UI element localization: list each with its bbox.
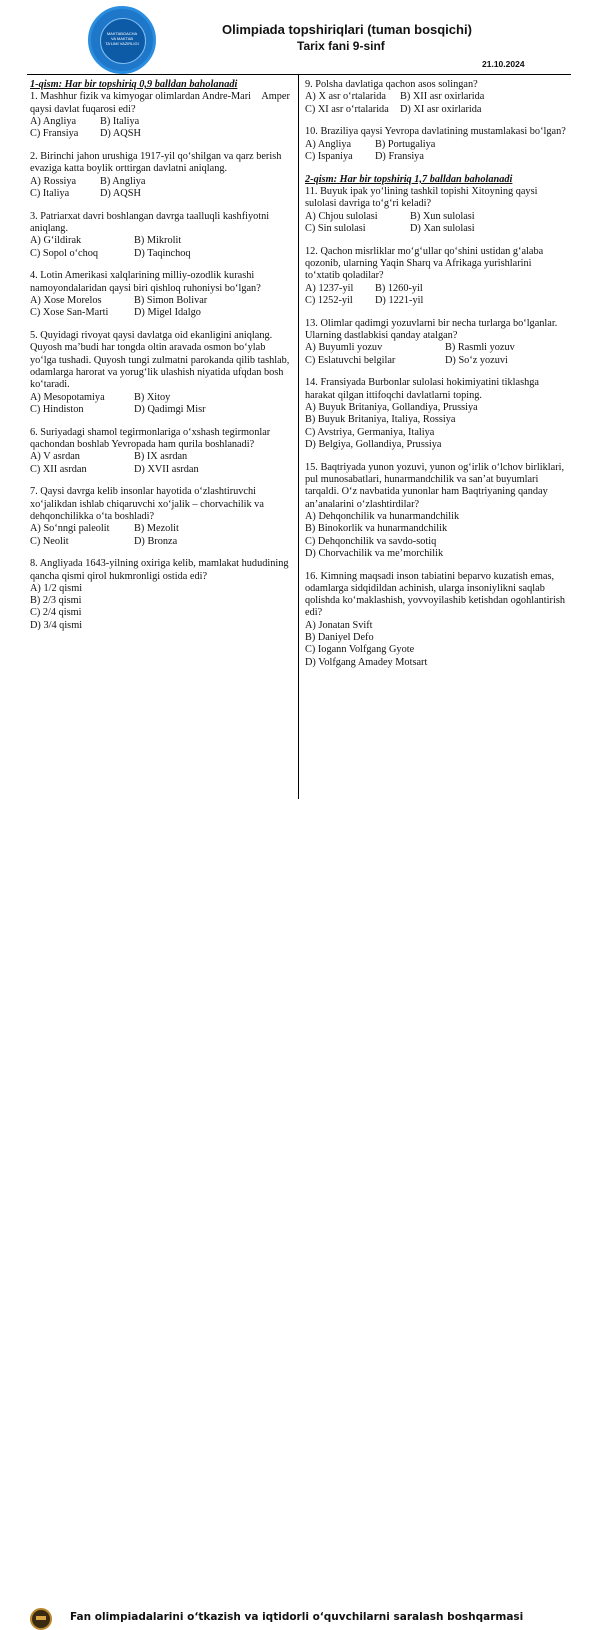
question-text: 16. Kimning maqsadi inson tabiatini beparvo kuzatish emas, odamlarga sidqidildan achinish, ularga insoniylikni saqlab qolishda ko‘maklashish, yovvoyilashib ketishdan ogohlantirish edi? [305, 570, 565, 619]
answer-option[interactable]: A) Jonatan Svift [305, 619, 373, 631]
question-text: 13. Olimlar qadimgi yozuvlarni bir necha turlarga bo‘lganlar. Ularning dastlabkisi qanday atalgan? [305, 317, 558, 342]
question [305, 126, 567, 163]
answer-option[interactable]: A) Angliya [305, 138, 352, 150]
question-text: 2. Birinchi jahon urushiga 1917-yil qo‘shilgan va qarz berish evaziga katta boylik orttirgan davlatni aniqlang. [30, 150, 282, 175]
answer-option[interactable]: B) Xun sulolasi [410, 210, 475, 222]
answer-option[interactable]: A) Xose Morelos [30, 294, 102, 306]
answer-option[interactable]: D) XI asr oxirlarida [400, 103, 482, 115]
question [30, 558, 292, 632]
question-text: 10. Braziliya qaysi Yevropa davlatining mustamlakasi bo‘lgan? [305, 126, 566, 138]
answer-option[interactable]: C) Avstriya, Germaniya, Italiya [305, 426, 435, 438]
question-text: 9. Polsha davlatiga qachon asos solingan? [305, 79, 478, 90]
answer-options [305, 511, 567, 560]
answer-options [30, 523, 292, 548]
document-title: Olimpiada topshiriqlari (tuman bosqichi) [222, 22, 472, 37]
answer-option[interactable]: B) 2/3 qismi [30, 595, 82, 607]
answer-option[interactable]: D) 1221-yil [375, 294, 424, 306]
answer-option[interactable]: C) Eslatuvchi belgilar [305, 354, 396, 366]
question-text: 4. Lotin Amerikasi xalqlarining milliy-ozodlik kurashi namoyondalaridan qaysi biri qishloq ruhoniysi bo‘lgan? [30, 270, 261, 294]
answer-option[interactable]: C) Sopol o‘choq [30, 247, 99, 259]
question [30, 211, 292, 260]
question-text: 12. Qachon misrliklar mo‘g‘ullar qo‘shini ustidan g‘alaba qozonib, ularning Yaqin Sharq va Afrikaga yurishlarini to‘xtatib qoladilar? [305, 245, 544, 282]
answer-option[interactable]: C) Hindiston [30, 403, 84, 415]
answer-option[interactable]: D) Migel Idalgo [134, 307, 201, 319]
answer-options [305, 211, 567, 236]
answer-option[interactable]: B) Buyuk Britaniya, Italiya, Rossiya [305, 414, 456, 426]
answer-option[interactable]: D) Qadimgi Misr [134, 403, 206, 415]
question [305, 571, 567, 669]
question-text: 5. Quyidagi rivoyat qaysi davlatga oid ekanligini aniqlang. Quyosh ma’budi har tongda oltin aravada osmon bo‘ylab yo‘lga tushadi. Quyosh tungi zulmatni parokanda qilib tashlab, odamlarga harorat va yorug‘lik ulashish niyatida ufqdan bosh ko‘taradi. [30, 330, 290, 391]
right-questions-part1 [305, 79, 567, 163]
document-subtitle: Tarix fani 9-sinf [297, 39, 385, 53]
answer-option[interactable]: C) Xose San-Marti [30, 307, 109, 319]
answer-options [30, 392, 292, 417]
answer-option[interactable]: A) G‘ildirak [30, 235, 82, 247]
page-footer [0, 800, 596, 1623]
answer-option[interactable]: D) 3/4 qismi [30, 619, 83, 631]
column-divider [298, 75, 299, 799]
answer-option[interactable]: B) IX asrdan [134, 451, 188, 463]
answer-options [30, 451, 292, 476]
answer-option[interactable]: C) Fransiya [30, 128, 79, 140]
answer-option[interactable]: B) Italiya [100, 115, 140, 127]
answer-option[interactable]: D) Fransiya [375, 150, 424, 162]
answer-option[interactable]: C) Ispaniya [305, 150, 353, 162]
answer-option[interactable]: B) Daniyel Defo [305, 632, 374, 644]
answer-option[interactable]: C) 1252-yil [305, 294, 353, 306]
question [305, 79, 567, 116]
answer-option[interactable]: B) Simon Bolivar [134, 294, 208, 306]
answer-option[interactable]: D) AQSH [100, 187, 141, 199]
answer-option[interactable]: C) Dehqonchilik va savdo-sotiq [305, 535, 437, 547]
answer-option[interactable]: A) 1237-yil [305, 282, 354, 294]
answer-option[interactable]: A) Dehqonchilik va hunarmandchilik [305, 510, 460, 522]
answer-option[interactable]: A) Rossiya [30, 175, 77, 187]
answer-option[interactable]: D) So‘z yozuvi [445, 354, 508, 366]
answer-option[interactable]: A) Angliya [30, 115, 77, 127]
answer-options [305, 402, 567, 451]
answer-options [30, 295, 292, 320]
question-text: 6. Suriyadagi shamol tegirmonlariga o‘xshash tegirmonlar qachondan boshlab Yevropada ham qurila boshlanadi? [30, 426, 271, 450]
answer-option[interactable]: D) AQSH [100, 128, 141, 140]
answer-options [305, 620, 567, 669]
answer-option[interactable]: D) XVII asrdan [134, 463, 199, 475]
answer-options [305, 139, 567, 164]
answer-option[interactable]: C) XI asr o‘rtalarida [305, 103, 389, 115]
question [30, 151, 292, 200]
question-text: 14. Fransiyada Burbonlar sulolasi hokimiyatini tiklashga harakat qilgan ittifoqchi davlatlarni toping. [305, 377, 539, 401]
document-date: 21.10.2024 [482, 59, 525, 69]
answer-option[interactable]: B) Binokorlik va hunarmandchilik [305, 523, 448, 535]
left-column [30, 79, 292, 643]
answer-option[interactable]: A) Mesopotamiya [30, 391, 105, 403]
answer-option[interactable]: A) V asrdan [30, 451, 80, 463]
page-header [0, 0, 596, 80]
logo-text [95, 31, 149, 46]
answer-option[interactable]: B) Mezolit [134, 523, 179, 535]
right-column [305, 79, 567, 679]
answer-option[interactable]: B) Xitoy [134, 391, 171, 403]
logo-text-line: VA MAKTAB [110, 36, 134, 41]
question [305, 377, 567, 451]
answer-option[interactable]: B) Mikrolit [134, 235, 182, 247]
answer-option[interactable]: D) Volfgang Amadey Motsart [305, 656, 428, 668]
question-text: 8. Angliyada 1643-yilning oxiriga kelib, mamlakat hududining qancha qismi qirol hukmronligi ostida edi? [30, 558, 289, 582]
answer-option[interactable]: D) Chorvachilik va me’morchilik [305, 547, 444, 559]
question-text: 3. Patriarxat davri boshlangan davrga taalluqli kashfiyotni aniqlang. [30, 210, 270, 234]
answer-option[interactable]: D) Taqinchoq [134, 247, 191, 259]
answer-option[interactable]: C) XII asrdan [30, 463, 87, 475]
answer-option[interactable]: C) 2/4 qismi [30, 607, 82, 619]
answer-options [30, 583, 292, 632]
question [30, 427, 292, 476]
answer-option[interactable]: C) Neolit [30, 535, 69, 547]
answer-option[interactable]: B) Portugaliya [375, 138, 436, 150]
answer-option[interactable]: C) Iogann Volfgang Gyote [305, 644, 415, 656]
right-questions-part2 [305, 186, 567, 669]
question [30, 486, 292, 547]
answer-option[interactable]: D) Bronza [134, 535, 178, 547]
answer-option[interactable]: D) Belgiya, Gollandiya, Prussiya [305, 438, 442, 450]
answer-option[interactable]: C) Italiya [30, 187, 70, 199]
question-text: 7. Qaysi davrga kelib insonlar hayotida o‘zlashtiruvchi xo‘jalikdan ishlab chiqaruvchi xo‘jalik – chorvachilik va dehqonchilikka o‘ta boshladi? [30, 486, 264, 522]
ministry-logo [88, 6, 156, 74]
answer-option[interactable]: D) Xan sulolasi [410, 222, 475, 234]
answer-options [30, 235, 292, 260]
answer-options [30, 176, 292, 201]
answer-option[interactable]: A) Chjou sulolasi [305, 210, 378, 222]
answer-option[interactable]: B) 1260-yil [375, 282, 423, 294]
question-text: 1. Mashhur fizik va kimyogar olimlardan Andre-Mari Amper qaysi davlat fuqarosi edi? [30, 91, 290, 115]
header-divider [27, 74, 571, 75]
answer-option[interactable]: C) Sin sulolasi [305, 222, 366, 234]
question [305, 318, 567, 367]
question [30, 330, 292, 416]
logo-text-line: TA'LIMI VAZIRLIGI [105, 41, 139, 46]
answer-options [305, 283, 567, 308]
answer-option[interactable]: B) Angliya [100, 175, 146, 187]
answer-options [30, 116, 292, 141]
question [30, 270, 292, 319]
answer-option[interactable]: A) So‘nngi paleolit [30, 523, 110, 535]
answer-option[interactable]: A) 1/2 qismi [30, 582, 83, 594]
question [305, 462, 567, 560]
answer-option[interactable]: B) Rasmli yozuv [445, 342, 515, 354]
answer-option[interactable]: A) Buyuk Britaniya, Gollandiya, Prussiya [305, 402, 478, 414]
question-text: 11. Buyuk ipak yo‘lining tashkil topishi Xitoyning qaysi sulolasi davriga to‘g‘ri keladi? [305, 186, 538, 210]
answer-options [305, 91, 567, 116]
answer-option[interactable]: B) XII asr oxirlarida [400, 91, 485, 103]
question [305, 246, 567, 307]
section-heading: 1-qism: Har bir topshiriq 0,9 balldan baholanadi [30, 79, 238, 90]
question-text: 15. Baqtriyada yunon yozuvi, yunon og‘irlik o‘lchov birliklari, pul munosabatlari, hunarmandchilik va san’at buyumlari tarqaldi. O‘z navbatida yunonlar ham Baqtriyaning qanday an’analarini o‘zlashtirdilar? [305, 461, 565, 510]
section-heading: 2-qism: Har bir topshiriq 1,7 balldan baholanadi [305, 173, 513, 185]
question [30, 91, 292, 140]
question [305, 186, 567, 235]
graduation-cap-icon [30, 1608, 52, 1630]
answer-option[interactable]: A) X asr o‘rtalarida [305, 91, 386, 103]
answer-option[interactable]: A) Buyumli yozuv [305, 342, 383, 354]
logo-text-line: MAKTABGACHA [106, 31, 138, 36]
answer-options [305, 342, 567, 367]
footer-text: Fan olimpiadalarini o‘tkazish va iqtidorli o‘quvchilarni saralash boshqarmasi [70, 1611, 524, 1623]
